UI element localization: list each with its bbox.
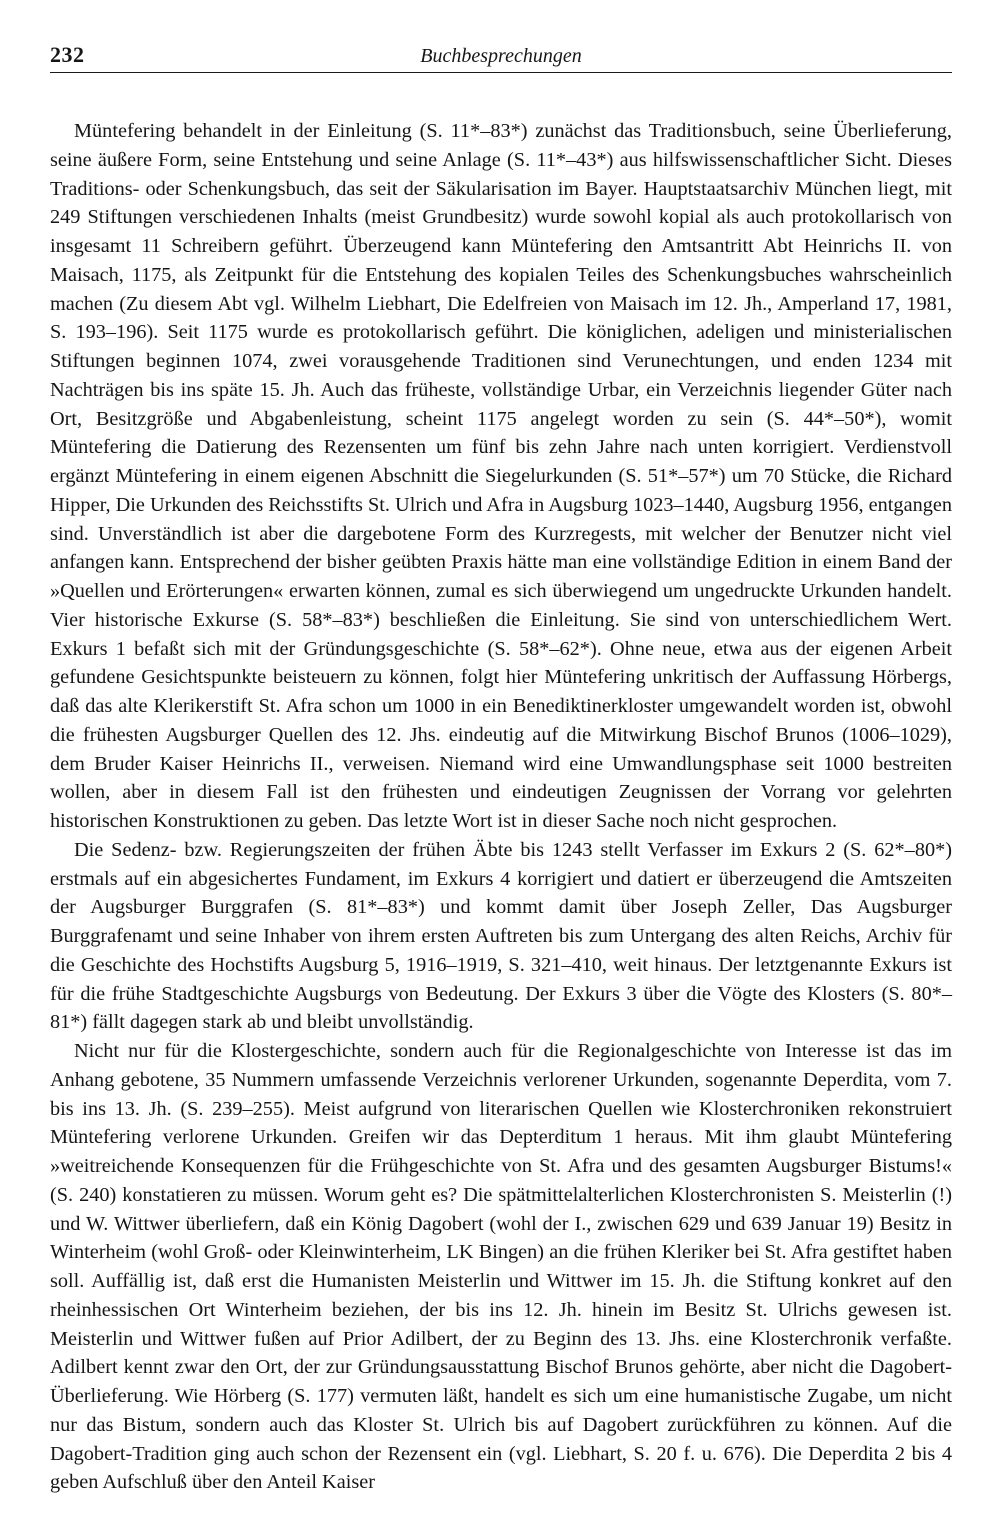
review-body xyxy=(50,117,952,1497)
running-head xyxy=(50,42,952,73)
page-number: 232 xyxy=(50,42,85,67)
running-title: Buchbesprechungen xyxy=(420,45,582,67)
paragraph-excursus-chronology: Die Sedenz- bzw. Regierungszeiten der frühen Äbte bis 1243 stellt Verfasser im Exkurs 2 (S. 62*–80*) erstmals auf ein abgesichertes Fundament, im Exkurs 4 korrigiert und datiert er überzeugend die Amtszeiten der Augsburger Burggrafen (S. 81*–83*) und kommt damit über Joseph Zeller, Das Augsburger Burggrafenamt und seine Inhaber von ihrem ersten Auftreten bis zum Untergang des alten Reichs, Archiv für die Geschichte des Hochstifts Augsburg 5, 1916–1919, S. 321–410, weit hinaus. Der letztgenannte Exkurs ist für die frühe Stadtgeschichte Augsburgs von Bedeutung. Der Exkurs 3 über die Vögte des Klosters (S. 80*–81*) fällt dagegen stark ab und bleibt unvollständig. xyxy=(50,838,952,1034)
paragraph-deperdita: Nicht nur für die Klostergeschichte, sondern auch für die Regionalgeschichte von Interesse ist das im Anhang gebotene, 35 Nummern umfassende Verzeichnis verlorener Urkunden, sogenannte Deperdita, vom 7. bis ins 13. Jh. (S. 239–255). Meist aufgrund von literarischen Quellen wie Klosterchroniken rekonstruiert Müntefering verlorene Urkunden. Greifen wir das Depterditum 1 heraus. Mit ihm glaubt Müntefering »weitreichende Konsequenzen für die Frühgeschichte von St. Afra und des gesamten Augsburger Bistums!« (S. 240) konstatieren zu müssen. Worum geht es? Die spätmittelalterlichen Klosterchronisten S. Meisterlin (!) und W. Wittwer überliefern, daß ein König Dagobert (wohl der I., zwischen 629 und 639 Januar 19) Besitz in Winterheim (wohl Groß- oder Kleinwinterheim, LK Bingen) an die frühen Kleriker bei St. Afra gestiftet haben soll. Auffällig ist, daß erst die Humanisten Meisterlin und Wittwer im 15. Jh. die Stiftung konkret auf den rheinhessischen Ort Winterheim beziehen, der bis ins 12. Jh. hinein im Besitz St. Ulrichs gewesen ist. Meisterlin und Wittwer fußen auf Prior Adilbert, der zu Beginn des 13. Jhs. eine Klosterchronik verfaßte. Adilbert kennt zwar den Ort, der zur Gründungsausstattung Bischof Brunos gehörte, aber nicht die Dagobert-Überlieferung. Wie Hörberg (S. 177) vermuten läßt, handelt es sich um eine humanistische Zugabe, um nicht nur das Bistum, sondern auch das Kloster St. Ulrich bis auf Dagobert zurückführen zu können. Auf die Dagobert-Tradition ging auch schon der Rezensent ein (vgl. Liebhart, S. 20 f. u. 676). Die Deperdita 2 bis 4 geben Aufschluß über den Anteil Kaiser xyxy=(50,1040,952,1494)
paragraph-introduction-overview: Müntefering behandelt in der Einleitung (S. 11*–83*) zunächst das Traditionsbuch, seine Überlieferung, seine äußere Form, seine Entstehung und seine Anlage (S. 11*–43*) aus hilfswissenschaftlicher Sicht. Dieses Traditions- oder Schenkungsbuch, das seit der Säkularisation im Bayer. Hauptstaatsarchiv München liegt, mit 249 Stiftungen verschiedenen Inhalts (meist Grundbesitz) wurde sowohl kopial als auch protokollarisch von insgesamt 11 Schreibern geführt. Überzeugend kann Müntefering den Amtsantritt Abt Heinrichs II. von Maisach, 1175, als Zeitpunkt für die Entstehung des kopialen Teiles des Schenkungsbuches wahrscheinlich machen (Zu diesem Abt vgl. Wilhelm Liebhart, Die Edelfreien von Maisach im 12. Jh., Amperland 17, 1981, S. 193–196). Seit 1175 wurde es protokollarisch geführt. Die königlichen, adeligen und ministerialischen Stiftungen beginnen 1074, zwei vorausgehende Traditionen sind Verunechtungen, und enden 1234 mit Nachträgen bis ins späte 15. Jh. Auch das früheste, vollständige Urbar, ein Verzeichnis liegender Güter nach Ort, Besitzgröße und Abgabenleistung, scheint 1175 angelegt worden zu sein (S. 44*–50*), womit Müntefering die Datierung des Rezensenten um fünf bis zehn Jahre nach unten korrigiert. Verdienstvoll ergänzt Müntefering in einem eigenen Abschnitt die Siegelurkunden (S. 51*–57*) um 70 Stücke, die Richard Hipper, Die Urkunden des Reichsstifts St. Ulrich und Afra in Augsburg 1023–1440, Augsburg 1956, entgangen sind. Unverständlich ist aber die dargebotene Form des Kurzregests, mit welcher der Benutzer nicht viel anfangen kann. Entsprechend der bisher geübten Praxis hätte man eine vollständige Edition in einem Band der »Quellen und Erörterungen« erwarten können, zumal es sich überwiegend um ungedruckte Urkunden handelt. Vier historische Exkurse (S. 58*–83*) beschließen die Einleitung. Sie sind von unterschiedlichem Wert. Exkurs 1 befaßt sich mit der Gründungsgeschichte (S. 58*–62*). Ohne neue, etwa aus der eigenen Arbeit gefundene Gesichtspunkte beisteuern zu können, folgt hier Müntefering unkritisch der Auffassung Hörbergs, daß das alte Klerikerstift St. Afra schon um 1000 in ein Benediktinerkloster umgewandelt worden ist, obwohl die frühesten Augsburger Quellen des 12. Jhs. eindeutig auf die Mitwirkung Bischof Brunos (1006–1029), dem Bruder Kaiser Heinrichs II., verweisen. Niemand wird eine Umwandlungsphase seit 1000 bestreiten wollen, aber in diesem Fall ist den frühesten und eindeutigen Zeugnissen der Vorrang vor gelehrten historischen Konstruktionen zu geben. Das letzte Wort ist in dieser Sache noch nicht gesprochen. xyxy=(50,120,952,832)
